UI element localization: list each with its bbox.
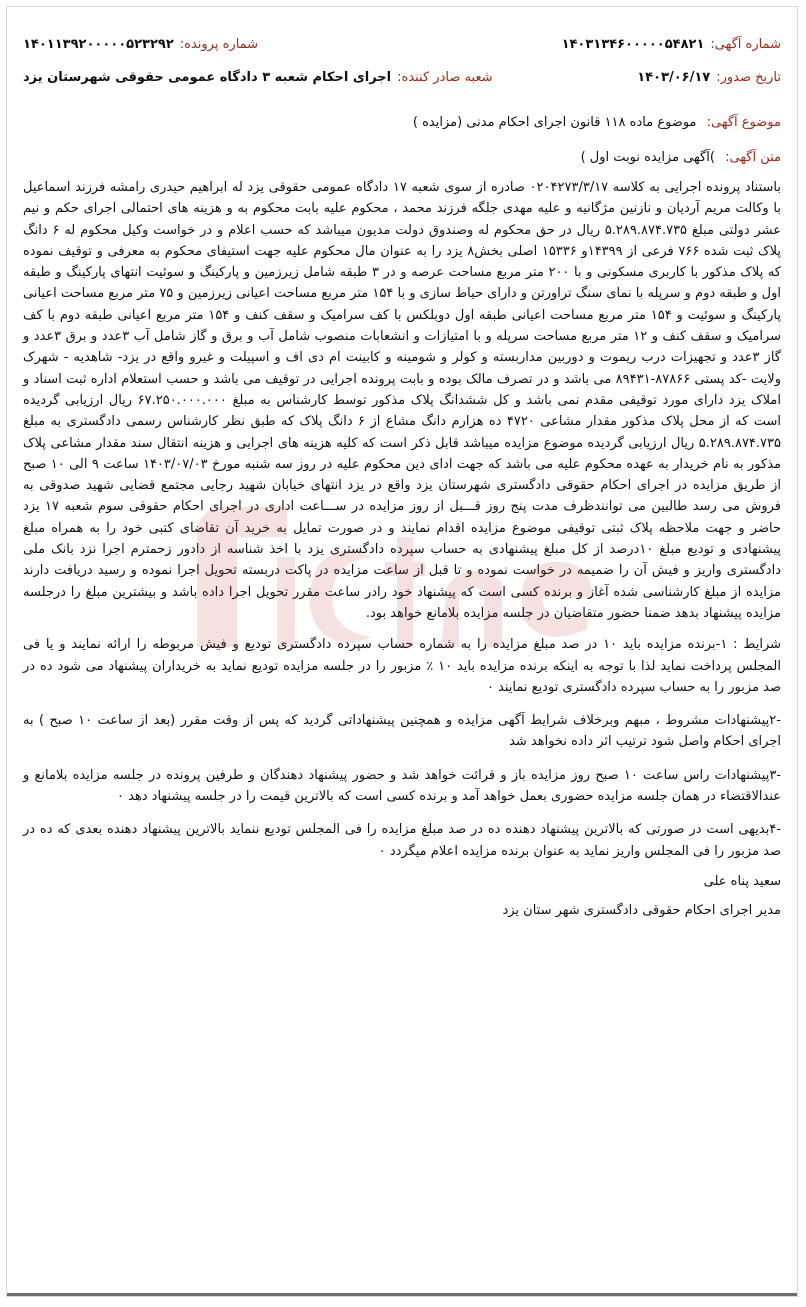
subject-label: موضوع آگهی:	[706, 115, 781, 130]
condition-3: -۳پیشنهادات راس ساعت ۱۰ صبح روز مزایده باز و قرائت خواهد شد و حضور پیشنهاد دهندگان و طرفین پرونده در جلسه مزایده بلامانع و عندالاقتضاء در همان جلسه مزایده حضوری بعمل خواهد آمد و برنده کسی است که بالاترین قیمت را در جلسه پیشنهاد دهد ٠	[23, 767, 782, 805]
ad-number-value: ۱۴۰۳۱۳۴۶۰۰۰۰۰۵۴۸۲۱	[561, 37, 705, 52]
issue-date-value: ۱۴۰۳/۰۶/۱۷	[637, 70, 711, 85]
file-number-value: ۱۴۰۱۱۳۹۲۰۰۰۰۰۵۲۳۲۹۲	[23, 37, 174, 52]
condition-2: -۲پیشنهادات مشروط ، مبهم وبرخلاف شرایط آگهی مزایده و همچنین پیشنهاداتی گردید که پس از وقت مقرر (بعد از ساعت ۱۰ صبح ) به اجرای احکام واصل شود ترتیب اثر داده نخواهد شد	[23, 713, 781, 750]
subject-line	[23, 115, 781, 130]
issue-date	[637, 70, 781, 85]
header-row-issue	[23, 70, 781, 85]
condition-1: شرایط : ۱-برنده مزایده باید ۱۰ در صد مبلغ مزایده را به شماره حساب سپرده دادگستری تودیع و فیش مربوطه را ارائه نمایند و یا فی المجلس پرداخت نماید لذا با توجه به اینکه برنده مزایده باید ۱۰ ٪ مزبور را در جلسه مزایده تودیع نماید به خریداران پیشنهاد می شود ده در صد مزبور را به حساب سپرده دادگستری تودیع نمایند ٠	[23, 637, 782, 695]
issuer	[23, 70, 493, 85]
issuer-value: اجرای احکام شعبه ۳ دادگاه عمومی حقوقی شهرستان یزد	[23, 70, 392, 85]
signer-name: سعید پناه علی	[703, 873, 781, 889]
text-heading-label: متن آگهی:	[725, 150, 781, 165]
ad-number	[562, 37, 781, 52]
issuer-label: شعبه صادر کننده:	[397, 70, 493, 85]
subject-value: موضوع ماده ۱۱۸ قانون اجرای احکام مدنی (مزایده )	[412, 115, 697, 130]
signer-title: مدیر اجرای احکام حقوقی دادگستری شهر ستان یزد	[502, 902, 781, 918]
text-heading	[23, 150, 781, 165]
issue-date-label: تاریخ صدور:	[716, 70, 781, 85]
main-body-paragraph: باستناد پرونده اجرایی به کلاسه ۰۲۰۴۲۷۳/۳/۱۷ صادره از سوی شعبه ۱۷ دادگاه عمومی حقوقی یزد له ابراهیم حیدری رامشه فرزند اسماعیل با وکالت مریم آردیان و نازنین مژگانیه و علیه مهدی جلگه فرزند محمد ، محکوم علیه بابت محکوم به و هزینه های احتمالی اجرای حکم و نیم عشر دولتی مبلغ ۵.۲۸۹.۸۷۴.۷۳۵ ریال در حق محکوم له وصندوق دولت مدیون میباشد که حسب اعلام و در خواست وکیل محکوم له ۶ دانگ پلاک ثبت شده ۷۶۶ فرعی از ۱۴۳۹۹و ۱۵۳۳۶ اصلی بخش۸ یزد را به عنوان مال محکوم علیه جهت استیفای محکوم به معرفی و توقیف نموده که پلاک مذکور با کاربری مسکونی و با ۲۰۰ متر مربع مساحت عرصه و در ۳ طبقه شامل زیرزمین و پارکینگ و سوئیت انتهای پارکینگ و طبقه اول و طبقه دوم و سرپله با نمای سنگ تراورتن و دارای حیاط سازی و با ۱۵۴ متر مربع مساحت اعیانی زیرزمین و ۷۵ متر مربع مساحت اعیانی پارکینگ و سوئیت و ۱۵۴ متر مربع مساحت اعیانی طبقه اول دوبلکس با کف سرامیک و سقف کنف و ۱۵۴ متر مربع اعیانی طبقه دوم با کف سرامیک و سقف کنف و ۱۲ متر مربع مساحت سرپله و با امتیازات و انشعابات منصوب شامل آب و برق و گاز شامل آب ۳عدد و برق ۳عدد و گاز ۳عدد و تجهیزات درب ریموت و دوربین مداربسته و کولر و شومینه و کابینت ام دی اف و اسپیلت و غیرو واقع در یزد- شاهدیه - شهرک ولایت -کد پستی ۸۷۸۶۶-۸۹۴۳۱ می باشد و در تصرف مالک بوده و بابت پرونده اجرایی در توقیف می باشد و حسب استعلام اداره ثبت اسناد و املاک یزد دارای مورد توقیفی مقدم نمی باشد و کل ششدانگ پلاک مذکور توسط کارشناس به مبلغ ۶۷.۲۵۰.۰۰۰.۰۰۰ ریال ارزیابی گردیده است که از محل پلاک مذکور مقدار مشاعی ۴۷۲۰ ده هزارم دانگ مشاع از ۶ دانگ پلاک که طبق نظر کارشناس رسمی دادگستری به مبلغ ۵.۲۸۹.۸۷۴.۷۳۵ ریال ارزیابی گردیده موضوع مزایده میباشد قابل ذکر است که کلیه هزینه های اجرایی و هزینه انتقال سند مقدار مشاعی پلاک مذکور به نام خریدار به عهده محکوم علیه می باشد که جهت ادای دین محکوم علیه در روز سه شنبه مورخ ۱۴۰۳/۰۷/۰۳ ساعت ۹ الی ۱۰ صبح از طریق مزایده در اجرای احکام حقوقی دادگستری شهرستان یزد واقع در یزد انتهای خیابان شهید رجایی مجتمع قضایی شهید صدوقی به فروش می رسد طالبین می توانندظرف مدت پنج روز قـــبل از روز مزایده در ســـاعت اداری در اجرای احکام حقوقی سوم شعبه ۱۷ یزد حاضر و جهت ملاحظه پلاک ثبتی توقیفی موضوع مزایده اقدام نمایند و در صورت تمایل به خرید آن تقاضای کتبی خود را به همراه مبلغ پیشنهادی و توديع مبلغ ۱۰درصد از کل مبلغ پیشنهادی به حساب سپرده دادگستری یزد با اخذ شناسه از دادور زحمترم اجرا نزد بانک ملی دادگستری واریز و فیش آن را ضمیمه در خواست نموده و تا قبل از ساعت مزایده در پاکت دربسته تحویل اجرا نموده و رسید دریافت دارند مزایده از مبلغ کارشناسی شده آغاز و برنده کسی است که پیشنهاد خود رادر ساعت مقرر تحویل اجرا داده باشد و بیشترین مبلغ را درجلسه مزایده پیشنهاد بدهد ضمنا حضور متقاضیان در جلسه مزایده بلامانع خواهد بود.	[23, 180, 782, 621]
header-row-numbers	[23, 37, 781, 52]
file-number	[23, 37, 258, 52]
bottom-divider	[7, 1293, 797, 1296]
text-heading-value: )آگهی مزایده نوبت اول )	[580, 150, 715, 165]
condition-4: -۴بدیهی است در صورتی که بالاترین پیشنهاد دهنده ده در صد مبلغ مزایده را فی المجلس تودیع ننماید بالاترین پیشنهاد دهنده بعدی که ده در صد مزبور را فی المجلس واریز نماید به عنوان برنده مزایده اعلام میگردد ٠	[23, 822, 781, 859]
file-number-label: شماره پرونده:	[179, 37, 259, 52]
ad-number-label: شماره آگهی:	[710, 37, 781, 52]
announcement-sheet	[6, 6, 798, 1297]
